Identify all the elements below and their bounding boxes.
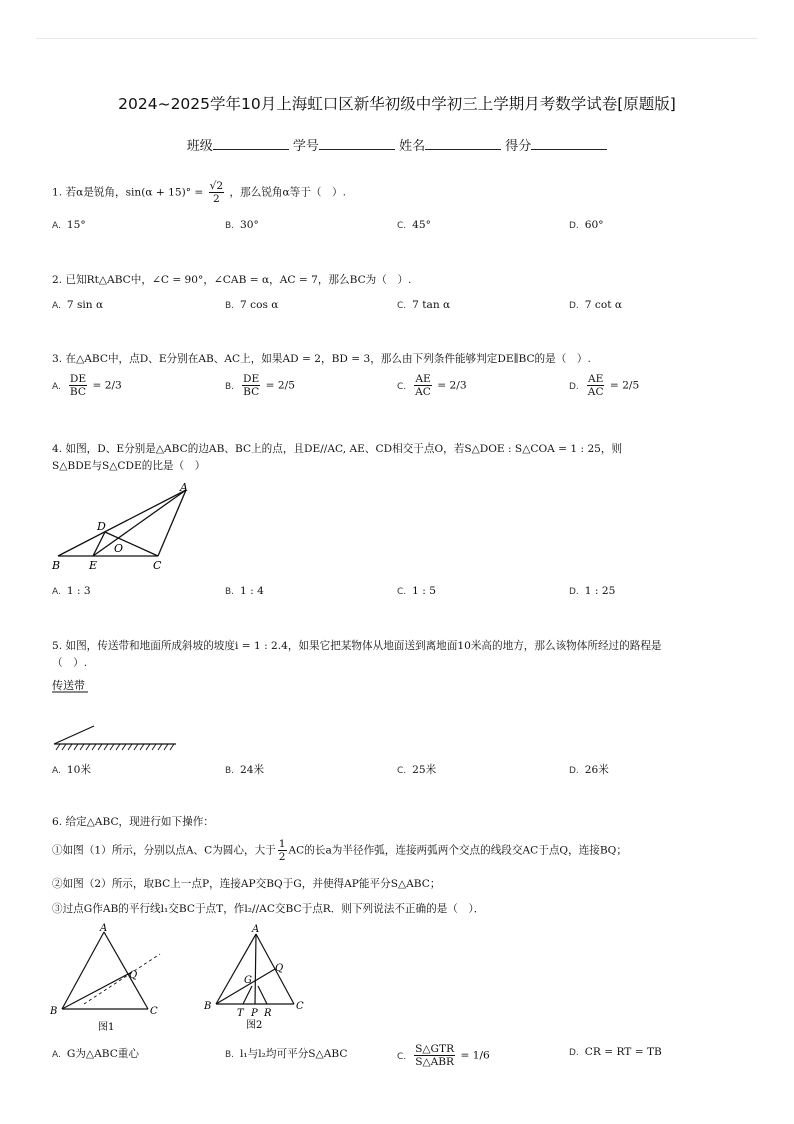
q6-figure-1: [48, 922, 168, 1034]
q5-option-a[interactable]: A. 10米: [52, 764, 91, 776]
fig1-label-q: Q: [129, 970, 138, 981]
question-5-stem-line1: 5. 如图，传送带和地面所成斜坡的坡度i = 1 : 2.4，如果它把某物体从地面送到离地面10米高的地方，那么该物体所经过的路程是: [52, 640, 662, 652]
fig1-label-a: A: [100, 923, 108, 934]
q4-label-c: C: [153, 559, 162, 572]
q6-figure-2: [200, 922, 310, 1034]
score-blank[interactable]: [531, 137, 607, 150]
question-2-stem: 2. 已知Rt△ABC中，∠C = 90°，∠CAB = α，AC = 7，那么BC为（ ）.: [52, 274, 412, 286]
info-score-label: 得分: [505, 139, 532, 154]
fig1-label-c: C: [150, 1006, 158, 1017]
fig2-label-b: B: [204, 1001, 212, 1012]
q4-option-a[interactable]: A. 1 : 3: [52, 585, 91, 597]
fig2-label-c: C: [296, 1001, 304, 1012]
q2-option-d[interactable]: D. 7 cot α: [569, 299, 622, 311]
fig2-label-p: P: [251, 1008, 258, 1019]
question-4-stem-line1: 4. 如图，D、E分别是△ABC的边AB、BC上的点，且DE//AC, AE、CD相交于点O，若S△DOE : S△COA = 1 : 25，则: [52, 443, 623, 455]
q5-option-c[interactable]: C. 25米: [397, 764, 437, 776]
q1-option-c[interactable]: C. 45°: [397, 219, 431, 231]
question-3-stem: 3. 在△ABC中，点D、E分别在AB、AC上，如果AD = 2，BD = 3，那么由下列条件能够判定DE∥BC的是（ ）.: [52, 353, 591, 365]
q5-conveyor-figure: [50, 676, 185, 756]
q6-step-3: ③过点G作AB的平行线l₁交BC于点T，作l₂//AC交BC于点R．则下列说法不正确的是（ ）．: [52, 903, 485, 915]
q6-step-2: ②如图（2）所示，取BC上一点P，连接AP交BQ于G，并使得AP能平分S△ABC；: [52, 878, 441, 890]
question-1-stem: 1. 若α是锐角，sin(α + 15)° = $\frac{√2}{2}$ ，那么锐角α等于（ ）.: [52, 180, 347, 205]
fig2-label-r: R: [264, 1008, 272, 1019]
class-blank[interactable]: [213, 137, 289, 150]
fig2-label-g: G: [244, 975, 252, 986]
fig2-caption: 图2: [246, 1020, 263, 1031]
page-title: 2024~2025学年10月上海虹口区新华初级中学初三上学期月考数学试卷[原题版]: [118, 95, 676, 113]
q3-option-d[interactable]: D. $\frac{AE}{AC}$ = 2/5: [569, 373, 640, 398]
q1-option-a[interactable]: A. 15°: [52, 219, 86, 231]
q1-fraction: $\frac{√2}{2}$: [209, 180, 224, 205]
fig1-label-b: B: [50, 1006, 58, 1017]
q5-conveyor-label: 传送带: [52, 679, 85, 692]
q4-label-b: B: [52, 559, 61, 572]
q6-step-1: ①如图（1）所示，分别以点A、C为圆心，大于 $\frac{1}{2}$ AC的长a为半径作弧，连接两弧两个交点的线段交AC于点Q，连接BQ；: [52, 838, 627, 863]
q2-option-a[interactable]: A. 7 sin α: [52, 299, 104, 311]
q2-option-c[interactable]: C. 7 tan α: [397, 299, 451, 311]
q1-option-d[interactable]: D. 60°: [569, 219, 604, 231]
info-name-label: 姓名: [399, 139, 426, 154]
q5-option-d[interactable]: D. 26米: [569, 764, 609, 776]
fig1-caption: 图1: [98, 1022, 115, 1033]
name-blank[interactable]: [425, 137, 501, 150]
q1-option-b[interactable]: B. 30°: [225, 219, 259, 231]
fig2-label-q: Q: [275, 963, 284, 974]
q3-option-a[interactable]: A. $\frac{DE}{BC}$ = 2/3: [52, 373, 122, 398]
q6-option-b[interactable]: B. l₁与l₂均可平分S△ABC: [225, 1048, 348, 1060]
info-class-label: 班级: [186, 139, 213, 154]
top-divider: [36, 38, 758, 39]
number-blank[interactable]: [319, 137, 395, 150]
info-number-label: 学号: [292, 139, 319, 154]
question-5-stem-line2: （ ）.: [52, 657, 88, 669]
q4-option-c[interactable]: C. 1 : 5: [397, 585, 436, 597]
q6-option-d[interactable]: D. CR = RT = TB: [569, 1046, 662, 1058]
q4-label-a: A: [180, 482, 188, 494]
q4-triangle-figure: [48, 482, 198, 572]
q4-label-e: E: [89, 559, 98, 572]
q4-label-o: O: [114, 542, 124, 555]
q3-option-c[interactable]: C. $\frac{AE}{AC}$ = 2/3: [397, 373, 467, 398]
q6-option-a[interactable]: A. G为△ABC重心: [52, 1048, 139, 1060]
q3-option-b[interactable]: B. $\frac{DE}{BC}$ = 2/5: [225, 373, 295, 398]
fig2-label-a: A: [252, 924, 260, 935]
student-info-row: [0, 135, 794, 154]
question-6-stem: 6. 给定△ABC，现进行如下操作：: [52, 816, 214, 828]
q6-option-c[interactable]: C. $\frac{\text{S△GTR}}{\text{S△ABR}}$ = 1/6: [397, 1043, 490, 1068]
q5-option-b[interactable]: B. 24米: [225, 764, 265, 776]
q2-option-b[interactable]: B. 7 cos α: [225, 299, 279, 311]
q4-label-d: D: [97, 520, 106, 533]
question-4-stem-line2: S△BDE与S△CDE的比是（ ）: [52, 460, 206, 472]
q4-option-b[interactable]: B. 1 : 4: [225, 585, 264, 597]
fig2-label-t: T: [237, 1008, 244, 1019]
q4-option-d[interactable]: D. 1 : 25: [569, 585, 616, 597]
